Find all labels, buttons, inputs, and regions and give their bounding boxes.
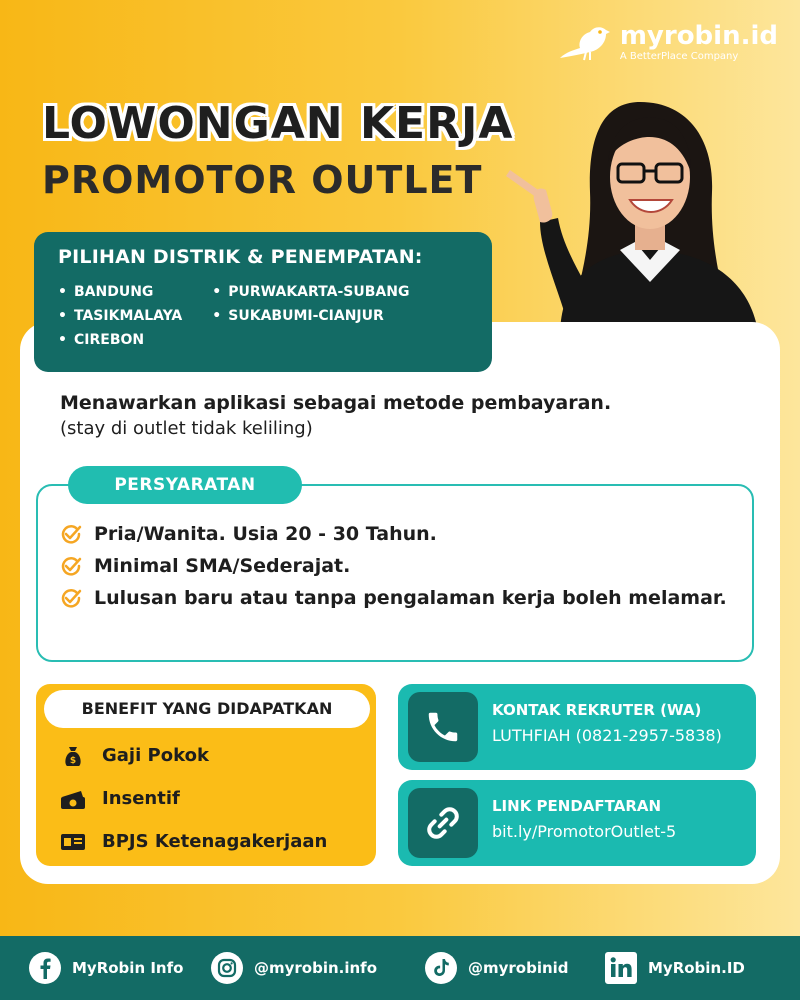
id-card-icon	[58, 829, 88, 855]
instagram-handle: @myrobin.info	[254, 959, 378, 977]
tiktok-icon	[424, 951, 458, 985]
social-footer	[0, 936, 800, 1000]
district-list-left	[58, 280, 182, 352]
registration-title: LINK PENDAFTARAN	[492, 797, 662, 815]
facebook-handle: MyRobin Info	[72, 959, 184, 977]
registration-url[interactable]: bit.ly/PromotorOutlet-5	[492, 822, 677, 841]
woman-pointing-illustration	[500, 82, 770, 332]
linkedin-handle: MyRobin.ID	[648, 959, 745, 977]
district-item: • TASIKMALAYA	[58, 304, 182, 328]
linkedin-icon	[604, 951, 638, 985]
cash-icon	[58, 786, 88, 812]
linkedin-link[interactable]	[604, 951, 745, 985]
benefit-item	[58, 734, 327, 777]
phone-icon	[408, 692, 478, 762]
check-circle-icon	[60, 582, 86, 614]
benefit-label: Gaji Pokok	[102, 745, 209, 766]
benefit-label: BPJS Ketenagakerjaan	[102, 831, 328, 852]
district-item: • PURWAKARTA-SUBANG	[212, 280, 409, 304]
district-title: PILIHAN DISTRIK & PENEMPATAN:	[58, 246, 423, 268]
bird-icon	[556, 22, 612, 62]
instagram-link[interactable]	[210, 951, 377, 985]
headline-title: LOWONGAN KERJA	[42, 98, 514, 149]
brand-name: myrobin.id	[619, 20, 778, 51]
facebook-link[interactable]	[28, 951, 183, 985]
requirement-item	[60, 550, 740, 582]
headline-subtitle: PROMOTOR OUTLET	[42, 158, 483, 202]
svg-text:$: $	[69, 755, 77, 766]
money-bag-icon	[58, 743, 88, 769]
benefit-list	[58, 734, 327, 863]
contact-recruiter-card[interactable]	[398, 684, 756, 770]
brand-logo	[556, 22, 778, 62]
benefit-item	[58, 777, 327, 820]
benefit-item	[58, 820, 327, 863]
facebook-icon	[28, 951, 62, 985]
contact-title: KONTAK REKRUTER (WA)	[492, 701, 702, 719]
job-description-main: Menawarkan aplikasi sebagai metode pembayaran.	[60, 392, 612, 414]
benefit-title: BENEFIT YANG DIDAPATKAN	[44, 690, 370, 728]
contact-phone[interactable]: LUTHFIAH (0821-2957-5838)	[492, 726, 722, 745]
link-icon	[408, 788, 478, 858]
requirement-item	[60, 518, 740, 550]
requirements-list	[60, 518, 740, 614]
tiktok-handle: @myrobinid	[468, 959, 569, 977]
district-item: • CIREBON	[58, 328, 182, 352]
instagram-icon	[210, 951, 244, 985]
requirements-title: PERSYARATAN	[68, 466, 302, 504]
requirement-text: Lulusan baru atau tanpa pengalaman kerja boleh melamar.	[94, 587, 727, 609]
district-item: • BANDUNG	[58, 280, 182, 304]
check-circle-icon	[60, 550, 86, 582]
district-item: • SUKABUMI-CIANJUR	[212, 304, 409, 328]
district-list-right	[212, 280, 409, 352]
brand-tagline: A BetterPlace Company	[619, 50, 739, 62]
check-circle-icon	[60, 518, 86, 550]
registration-link-card[interactable]	[398, 780, 756, 866]
requirement-item	[60, 582, 740, 614]
requirement-text: Minimal SMA/Sederajat.	[94, 555, 351, 577]
district-box	[34, 232, 492, 372]
benefit-label: Insentif	[102, 788, 180, 809]
tiktok-link[interactable]	[424, 951, 569, 985]
job-description	[60, 390, 611, 442]
requirement-text: Pria/Wanita. Usia 20 - 30 Tahun.	[94, 523, 437, 545]
job-description-note: (stay di outlet tidak keliling)	[60, 418, 313, 439]
